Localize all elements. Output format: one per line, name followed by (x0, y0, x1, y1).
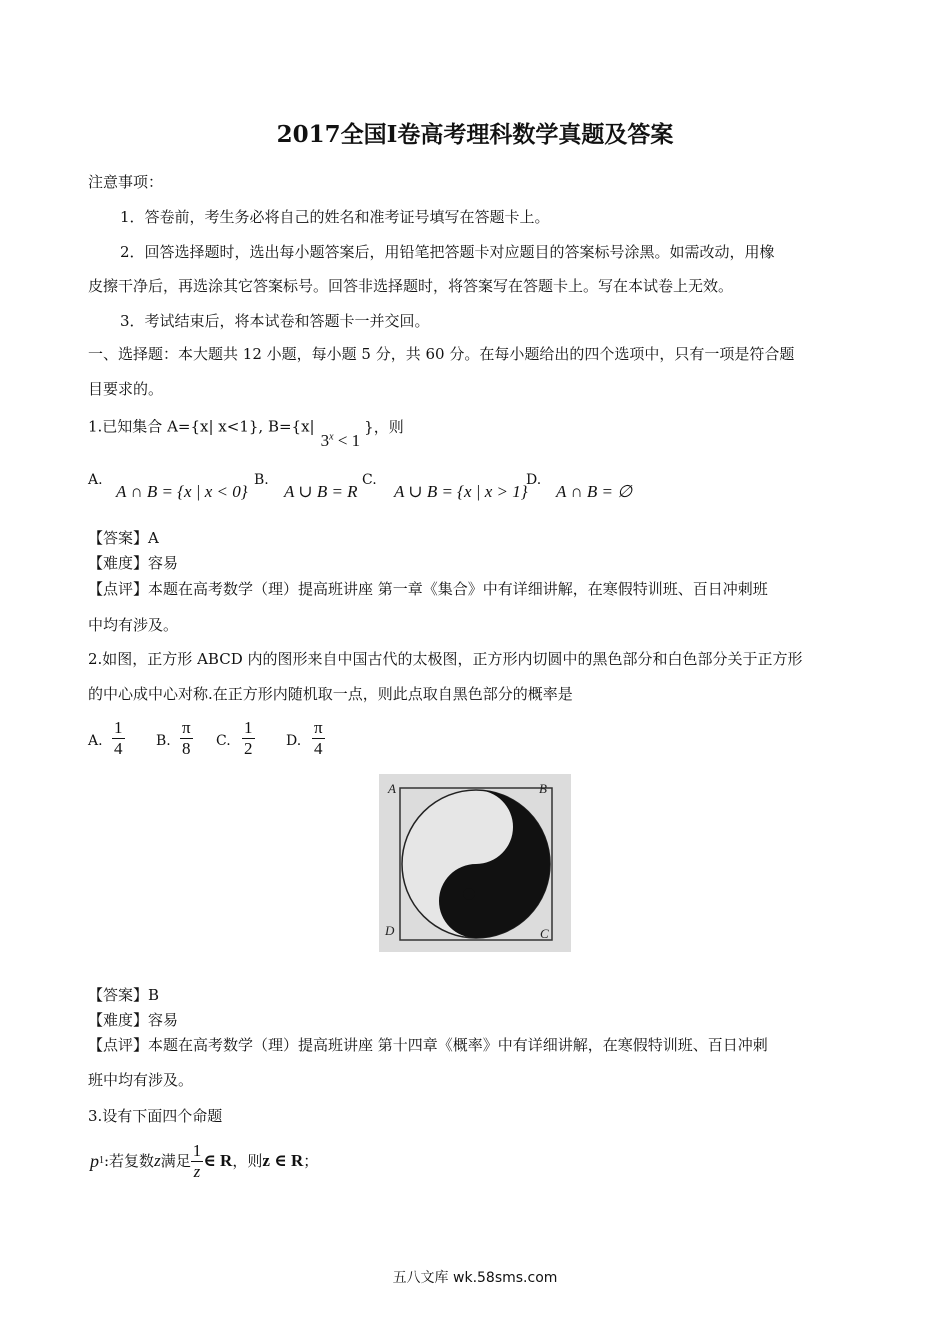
q1-option-d: A ∩ B = ∅ (556, 482, 633, 501)
q2-comment-line-1: 【点评】本题在高考数学（理）提高班讲座 第十四章《概率》中有详细讲解，在寒假特训班、百日冲刺 (88, 1036, 768, 1054)
p1-end: ； (303, 1152, 319, 1170)
q2-option-c-den: 2 (244, 739, 253, 758)
q1-option-c-label: C. (362, 472, 377, 488)
p1-fraction (191, 1141, 204, 1182)
p1-condition: ∈ R (203, 1151, 233, 1170)
black-dot (463, 888, 475, 900)
q1-option-c: A ∪ B = {x | x > 1} (394, 482, 528, 501)
q2-option-c-fraction (242, 718, 255, 759)
white-dot (470, 821, 482, 833)
vertex-label-a: A (388, 781, 396, 796)
q1-power-condition (321, 431, 361, 450)
q2-difficulty: 【难度】容易 (88, 1011, 179, 1029)
q2-option-a-den: 4 (114, 739, 123, 758)
notice-item-2-line-1: 2．回答选择题时，选出每小题答案后，用铅笔把答题卡对应题目的答案标号涂黑。如需改动，用橡 (120, 243, 775, 261)
q1-power-exp: x (329, 431, 334, 442)
q1-stem-prefix: 1.已知集合 A={x| x<1}, B={x| (88, 417, 315, 436)
q1-option-a-label: A. (88, 472, 103, 488)
page-title: 2017全国Ⅰ卷高考理科数学真题及答案 (276, 121, 674, 148)
q2-option-b-label: B. (156, 733, 171, 749)
q1-option-d-label: D. (526, 472, 542, 488)
q2-option-a-num: 1 (114, 718, 123, 737)
q2-option-a-fraction (112, 718, 125, 759)
notice-heading: 注意事项： (88, 173, 164, 191)
q2-option-d-num: π (314, 718, 323, 737)
q2-option-d-den: 4 (314, 739, 323, 758)
footer-watermark: 五八文库 wk.58sms.com (392, 1270, 558, 1286)
q2-stem-line-2: 的中心成中心对称.在正方形内随机取一点，则此点取自黑色部分的概率是 (88, 685, 573, 703)
q1-comment-line-1: 【点评】本题在高考数学（理）提高班讲座 第一章《集合》中有详细讲解，在寒假特训班、百日冲刺班 (88, 580, 768, 598)
q1-power-rel: < 1 (333, 430, 361, 450)
q2-option-a-label: A. (88, 733, 103, 749)
p1-variable: z (154, 1151, 161, 1170)
p1-symbol: p (90, 1151, 99, 1171)
p1-conclusion: z ∈ R (262, 1151, 304, 1170)
vertex-label-d: D (385, 923, 395, 938)
section-heading-line-1: 一、选择题：本大题共 12 小题，每小题 5 分，共 60 分。在每小题给出的四个选项中，只有一项是符合题 (88, 345, 795, 363)
q1-difficulty: 【难度】容易 (88, 554, 179, 572)
q1-power-base: 3 (320, 430, 330, 450)
q2-option-c-label: C. (216, 733, 231, 749)
q3-proposition-p1 (90, 1138, 318, 1184)
q3-stem: 3.设有下面四个命题 (88, 1107, 223, 1125)
q1-option-b-label: B. (254, 472, 269, 488)
q2-option-c-num: 1 (244, 718, 253, 737)
q2-answer: 【答案】B (88, 986, 160, 1004)
q1-stem (88, 413, 404, 450)
q2-stem-line-1: 2.如图，正方形 ABCD 内的图形来自中国古代的太极图，正方形内切圆中的黑色部分和白色部分关于正方形 (88, 650, 803, 668)
q1-option-a: A ∩ B = {x | x < 0} (116, 482, 248, 501)
p1-text-3: ，则 (232, 1152, 263, 1170)
p1-fraction-num: 1 (192, 1140, 202, 1160)
p1-subscript: 1 (99, 1155, 104, 1166)
p1-fraction-den: z (193, 1161, 201, 1181)
q2-option-b-fraction (180, 718, 193, 759)
p1-text-2: 满足 (160, 1152, 191, 1170)
q2-option-b-den: 8 (182, 739, 191, 758)
notice-item-3: 3．考试结束后，将本试卷和答题卡一并交回。 (120, 312, 430, 330)
q2-option-d-fraction (312, 718, 325, 759)
vertex-label-c: C (540, 926, 549, 941)
q2-comment-line-2: 班中均有涉及。 (88, 1071, 194, 1089)
taiji-figure-svg (379, 774, 571, 952)
q2-option-b-num: π (182, 718, 191, 737)
q1-option-b: A ∪ B = R (284, 482, 358, 501)
notice-item-1: 1．答卷前，考生务必将自己的姓名和准考证号填写在答题卡上。 (120, 208, 550, 226)
q1-answer: 【答案】A (88, 529, 159, 547)
notice-item-2-line-2: 皮擦干净后，再选涂其它答案标号。回答非选择题时，将答案写在答题卡上。写在本试卷上无效。 (88, 277, 734, 295)
section-heading-line-2: 目要求的。 (88, 380, 164, 398)
vertex-label-b: B (539, 781, 547, 796)
q1-comment-line-2: 中均有涉及。 (88, 616, 179, 634)
q1-stem-suffix: }，则 (364, 417, 404, 436)
taiji-figure (379, 774, 571, 952)
q2-option-d-label: D. (286, 733, 302, 749)
p1-text-1: :若复数 (104, 1152, 155, 1170)
